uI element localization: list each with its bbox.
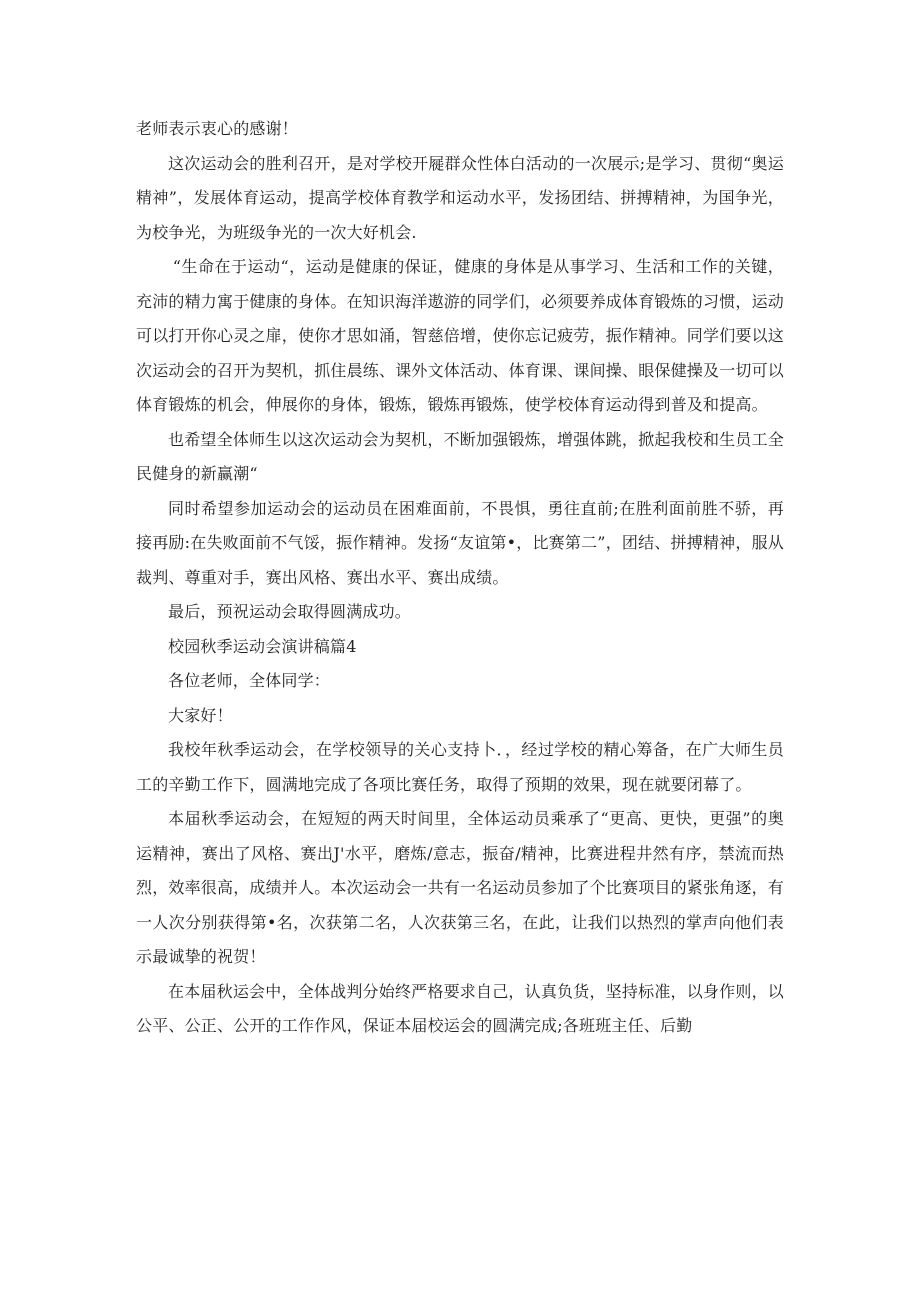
paragraph-athletes-spirit: 同时希望参加运动会的运动员在困难面前，不畏惧，勇往直前;在胜利面前胜不骄，再接再励:在失败面前不气馁，振作精神。发扬“友谊第•，比赛第二”，团结、拼搏精神，服从裁判、尊重对手，赛出风格、赛出水平、赛出成绩。 [136, 498, 784, 587]
paragraph-wish-success: 最后，预祝运动会取得圆满成功。 [168, 602, 412, 621]
paragraph-meet-significance: 这次运动会的胜利召开，是对学校开屣群众性体白活动的一次展示;是学习、贯彻“奥运精神”，发展体育运动，提高学校体育教学和运动水平，发扬团结、拼搏精神，为国争光，为校争光，为班级争光的一次大好机会. [136, 153, 784, 242]
paragraph-salutation: 各位老师，全体同学： [168, 671, 331, 690]
paragraph-meet-summary: 本届秋季运动会，在短短的两天时间里，全体运动员乘承了“更高、更快，更强”的奥运精神，赛出了风格、赛出J'水平，磨炼/意志，振奋/精神，比赛进程井然有序，禁流而热烈，效率很高，成绩并人。本次运动会一共有一名运动员参加了个比赛项目的紧张角逐，有一人次分别获得第•名，次获第二名，人次获第三名，在此，让我们以热烈的掌声向他们表示最诚挚的祝贺！ [136, 809, 785, 966]
paragraph-greeting: 大家好！ [168, 705, 233, 725]
document-page [136, 112, 784, 1044]
section-heading: 校园秋季运动会演讲稿篇4 [168, 636, 357, 656]
paragraph-life-in-motion: “生命在于运动“，运动是健康的保证，健康的身体是从事学习、生活和工作的关键，充沛的精力寓于健康的身体。在知识海洋遨游的同学们，必须要养成体育锻炼的习惯，运动可以打开你心灵之扉，使你才思如涌，智慈倍增，使你忘记疲劳，振作精神。同学们要以这次运动会的召开为契机，抓住晨练、课外文体活动、体育课、课间操、眼保健操及一切可以体育锻炼的机会，伸展你的身体，锻炼，锻炼再锻炼，使学校体育运动得到普及和提高。 [136, 257, 785, 414]
paragraph-referees: 在本届秋运会中，全体战判分始终严格要求自己，认真负货，坚持标准，以身作则，以公平、公正、公开的工作作风，保证本届校运会的圆满完成;各班班主任、后勤 [136, 981, 784, 1035]
paragraph-closing-thanks: 老师表示衷心的感谢！ [136, 119, 299, 138]
paragraph-hope-fitness: 也希望全体师生以这次运动会为契机，不断加强锻炼，增强体跳，掀起我校和生员工全民健身的新赢潮“ [136, 429, 784, 483]
paragraph-meet-closing: 我校年秋季运动会，在学校领导的关心支持卜．，经过学校的精心筹备，在广大师生员工的辛勤工作下，圆满地完成了各项比赛任务，取得了预期的效果，现在就要闭幕了。 [136, 740, 784, 794]
